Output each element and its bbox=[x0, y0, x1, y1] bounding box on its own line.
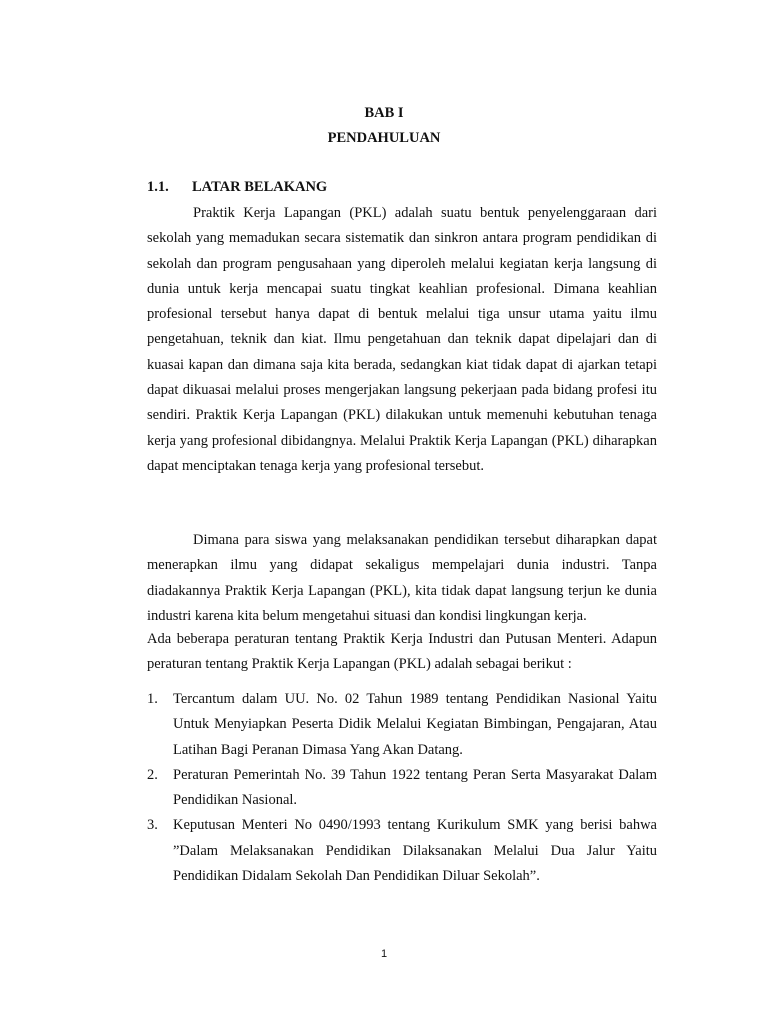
chapter-title: PENDAHULUAN bbox=[327, 130, 441, 146]
list-item-text: Peraturan Pemerintah No. 39 Tahun 1922 tentang Peran Serta Masyarakat Dalam Pendidikan Nasional. bbox=[173, 766, 657, 809]
section-title: LATAR BELAKANG bbox=[192, 179, 328, 195]
list-marker: 3. bbox=[147, 817, 158, 834]
paragraph: Dimana para siswa yang melaksanakan pendidikan tersebut diharapkan dapat menerapkan ilmu yang didapat sekaligus mempelajari dunia industri. Tanpa diadakannya Praktik Kerja Lapangan (PKL), kita tidak dapat langsung terjun ke dunia industri karena kita belum mengetahui situasi dan kondisi lingkungan kerja. bbox=[147, 532, 657, 624]
list-marker: 1. bbox=[147, 691, 158, 707]
list-item bbox=[147, 687, 657, 763]
list-item-text: Keputusan Menteri No 0490/1993 tentang Kurikulum SMK yang berisi bahwa ”Dalam Melaksanakan Pendidikan Dilaksanakan Melalui Dua Jalur Yaitu Pendidikan Didalam Sekolah Dan Pendidikan Diluar Sekolah”. bbox=[173, 817, 657, 885]
list-marker: 2. bbox=[147, 766, 158, 783]
list-item bbox=[147, 763, 657, 814]
paragraph: Praktik Kerja Lapangan (PKL) adalah suatu bentuk penyelenggaraan dari sekolah yang memadukan secara sistematik dan sinkron antara program pendidikan di sekolah dan program pengusahaan yang diperoleh melalui kegiatan kerja langsung di dunia untuk kerja mencapai suatu tingkat keahlian profesional. Dimana keahlian profesional tersebut hanya dapat di bentuk melalui tiga unsur utama yaitu ilmu pengetahuan, teknik dan kiat. Ilmu pengetahuan dan teknik dapat dipelajari dan di kuasai kapan dan dimana saja kita berada, sedangkan kiat tidak dapat di ajarkan tetapi dapat dikuasai melalui proses mengerjakan langsung pekerjaan pada bidang profesi itu sendiri. Praktik Kerja Lapangan (PKL) dilakukan untuk memenuhi kebutuhan tenaga kerja yang profesional dibidangnya. Melalui Praktik Kerja Lapangan (PKL) diharapkan dapat menciptakan tenaga kerja yang profesional tersebut. bbox=[147, 205, 657, 474]
section-heading bbox=[147, 178, 327, 196]
list-item-text: Tercantum dalam UU. No. 02 Tahun 1989 tentang Pendidikan Nasional Yaitu Untuk Menyiapkan Peserta Didik Melalui Kegiatan Bimbingan, Pengajaran, Atau Latihan Bagi Peranan Dimasa Yang Akan Datang. bbox=[173, 691, 657, 758]
paragraph: Ada beberapa peraturan tentang Praktik Kerja Industri dan Putusan Menteri. Adapun peraturan tentang Praktik Kerja Lapangan (PKL) adalah sebagai berikut : bbox=[147, 631, 657, 673]
list-item bbox=[147, 813, 657, 889]
section-number: 1.1. bbox=[147, 179, 169, 195]
page-number: 1 bbox=[380, 948, 388, 960]
chapter-label: BAB I bbox=[364, 105, 404, 121]
regulation-list bbox=[147, 687, 657, 889]
